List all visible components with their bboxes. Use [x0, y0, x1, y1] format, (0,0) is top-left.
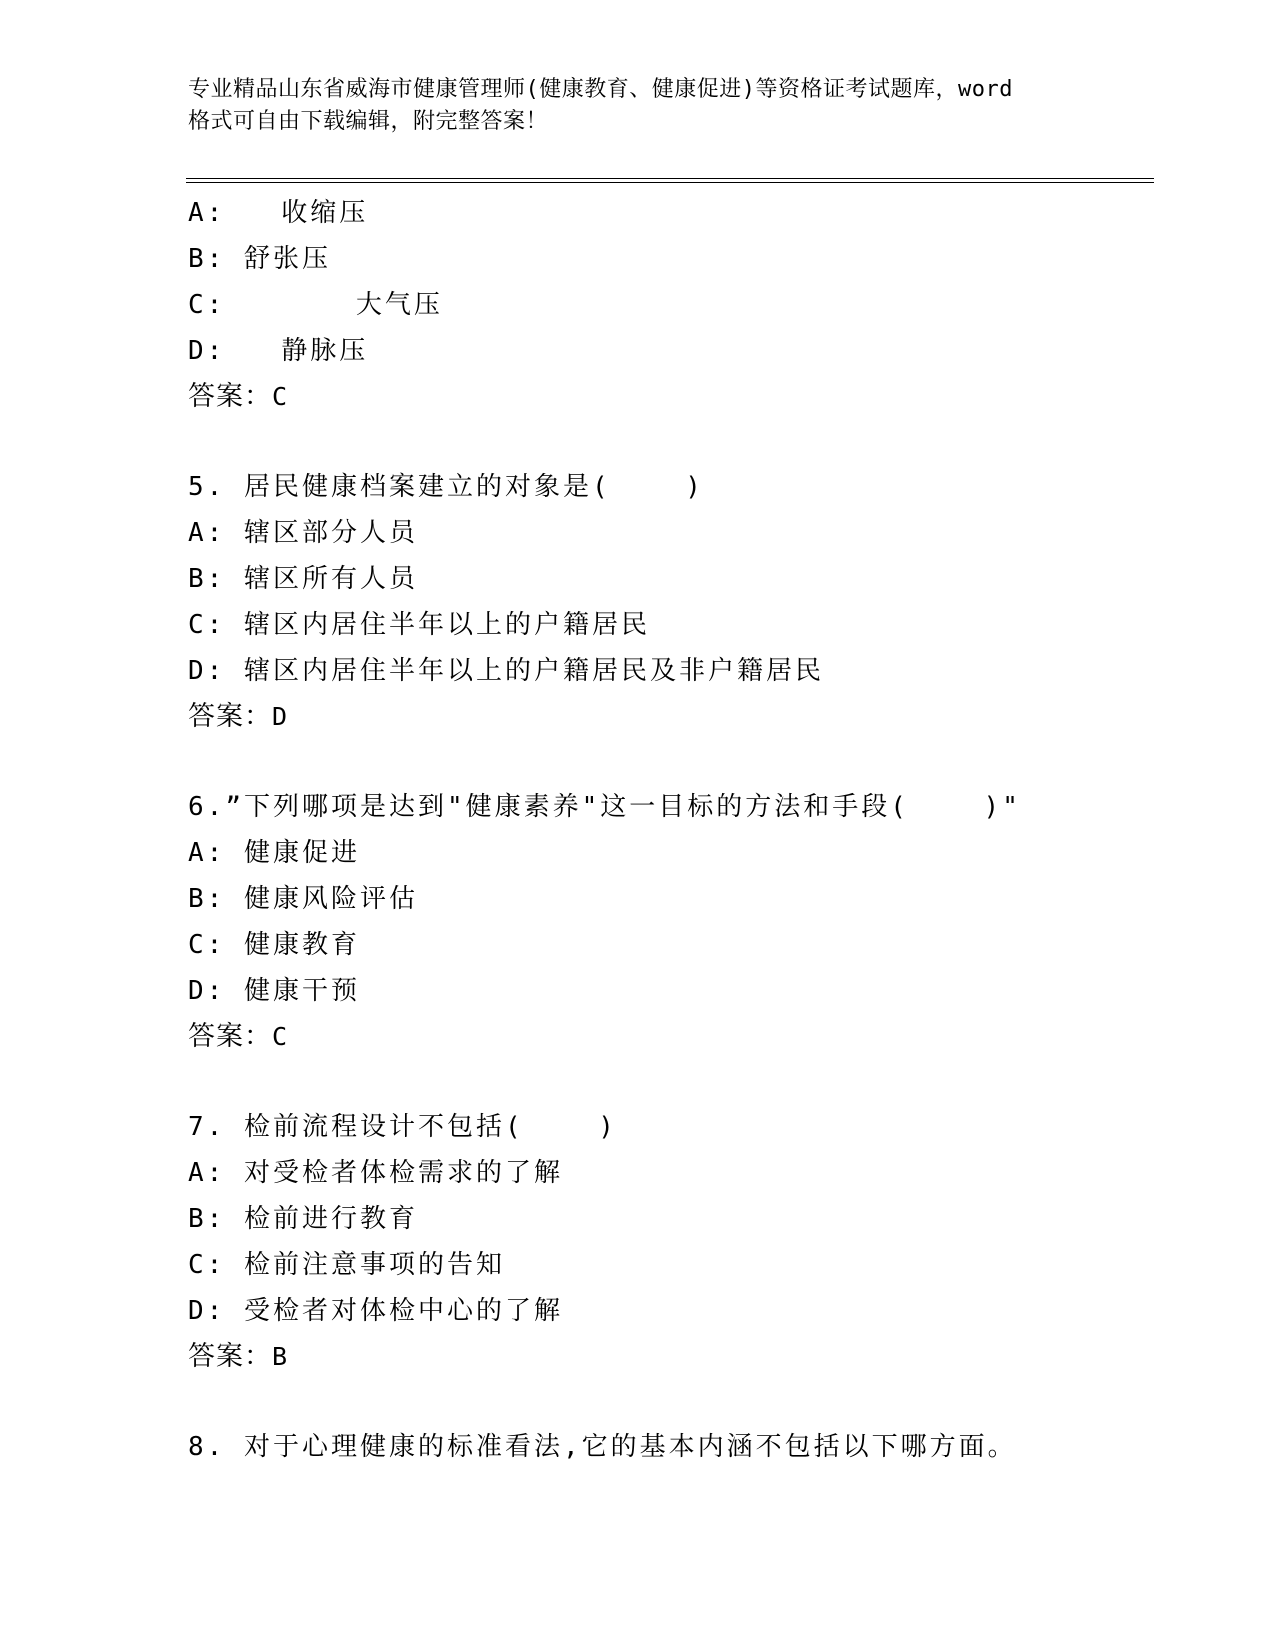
- option-b: [188, 876, 1148, 922]
- option-text: 辖区内居住半年以上的户籍居民: [243, 610, 650, 640]
- option-letter: B:: [188, 244, 226, 274]
- option-text: 检前进行教育: [243, 1204, 418, 1234]
- question-6-block: [188, 784, 1148, 1060]
- answer-value: C: [272, 1022, 289, 1051]
- option-letter: D:: [188, 336, 226, 366]
- question-stem: [188, 784, 1148, 830]
- option-b: [188, 1196, 1148, 1242]
- option-text: 舒张压: [243, 244, 331, 274]
- option-letter: C:: [188, 610, 226, 640]
- option-letter: A:: [188, 1158, 226, 1188]
- question-number: 8.: [188, 1432, 226, 1462]
- option-letter: C:: [188, 290, 226, 320]
- option-c: [188, 282, 1148, 328]
- option-text: 健康教育: [243, 930, 360, 960]
- header-line-1: 专业精品山东省威海市健康管理师(健康教育、健康促进)等资格证考试题库，word: [188, 77, 1013, 102]
- option-d: [188, 1288, 1148, 1334]
- option-text: 对受检者体检需求的了解: [243, 1158, 563, 1188]
- question-text: 居民健康档案建立的对象是( ): [243, 472, 704, 502]
- option-c: [188, 1242, 1148, 1288]
- header-line-2: 格式可自由下载编辑，附完整答案！: [188, 109, 549, 134]
- question-text: ”下列哪项是达到"健康素养"这一目标的方法和手段( )": [225, 792, 1021, 822]
- question-number: 7.: [188, 1112, 226, 1142]
- document-header: [188, 74, 1088, 138]
- option-text: 静脉压: [243, 336, 369, 366]
- answer-value: D: [272, 702, 289, 731]
- question-text: 对于心理健康的标准看法,它的基本内涵不包括以下哪方面。: [243, 1432, 1017, 1462]
- answer-line: [188, 1334, 1148, 1380]
- header-divider-top: [186, 178, 1154, 179]
- question-8-block: [188, 1424, 1148, 1470]
- answer-line: [188, 374, 1148, 420]
- option-text: 辖区所有人员: [243, 564, 418, 594]
- answer-label: 答案：: [188, 1341, 272, 1372]
- option-letter: B:: [188, 1204, 226, 1234]
- question-content: [188, 190, 1148, 1470]
- option-d: [188, 648, 1148, 694]
- question-stem: [188, 1104, 1148, 1150]
- option-a: [188, 510, 1148, 556]
- option-a: [188, 190, 1148, 236]
- option-letter: A:: [188, 198, 226, 228]
- question-7-block: [188, 1104, 1148, 1380]
- answer-value: B: [272, 1342, 289, 1371]
- option-text: 辖区内居住半年以上的户籍居民及非户籍居民: [243, 656, 824, 686]
- question-text: 检前流程设计不包括( ): [243, 1112, 617, 1142]
- option-text: 大气压: [243, 290, 443, 320]
- header-divider-bottom: [186, 182, 1154, 183]
- option-b: [188, 236, 1148, 282]
- option-text: 健康风险评估: [243, 884, 418, 914]
- option-text: 健康干预: [243, 976, 360, 1006]
- option-text: 辖区部分人员: [243, 518, 418, 548]
- answer-label: 答案：: [188, 701, 272, 732]
- answer-value: C: [272, 382, 289, 411]
- question-5-block: [188, 464, 1148, 740]
- option-text: 受检者对体检中心的了解: [243, 1296, 563, 1326]
- option-letter: B:: [188, 564, 226, 594]
- option-letter: D:: [188, 656, 226, 686]
- option-letter: D:: [188, 1296, 226, 1326]
- option-a: [188, 1150, 1148, 1196]
- question-stem: [188, 1424, 1148, 1470]
- option-d: [188, 328, 1148, 374]
- answer-line: [188, 694, 1148, 740]
- option-text: 收缩压: [243, 198, 369, 228]
- question-number: 5.: [188, 472, 226, 502]
- option-c: [188, 602, 1148, 648]
- option-letter: C:: [188, 1250, 226, 1280]
- option-c: [188, 922, 1148, 968]
- option-letter: A:: [188, 518, 226, 548]
- question-number: 6.: [188, 792, 226, 822]
- answer-label: 答案：: [188, 381, 272, 412]
- option-letter: B:: [188, 884, 226, 914]
- option-letter: A:: [188, 838, 226, 868]
- option-text: 健康促进: [243, 838, 360, 868]
- answer-line: [188, 1014, 1148, 1060]
- option-letter: C:: [188, 930, 226, 960]
- answer-label: 答案：: [188, 1021, 272, 1052]
- question-4-block: [188, 190, 1148, 420]
- option-b: [188, 556, 1148, 602]
- option-a: [188, 830, 1148, 876]
- option-text: 检前注意事项的告知: [243, 1250, 505, 1280]
- option-letter: D:: [188, 976, 226, 1006]
- question-stem: [188, 464, 1148, 510]
- option-d: [188, 968, 1148, 1014]
